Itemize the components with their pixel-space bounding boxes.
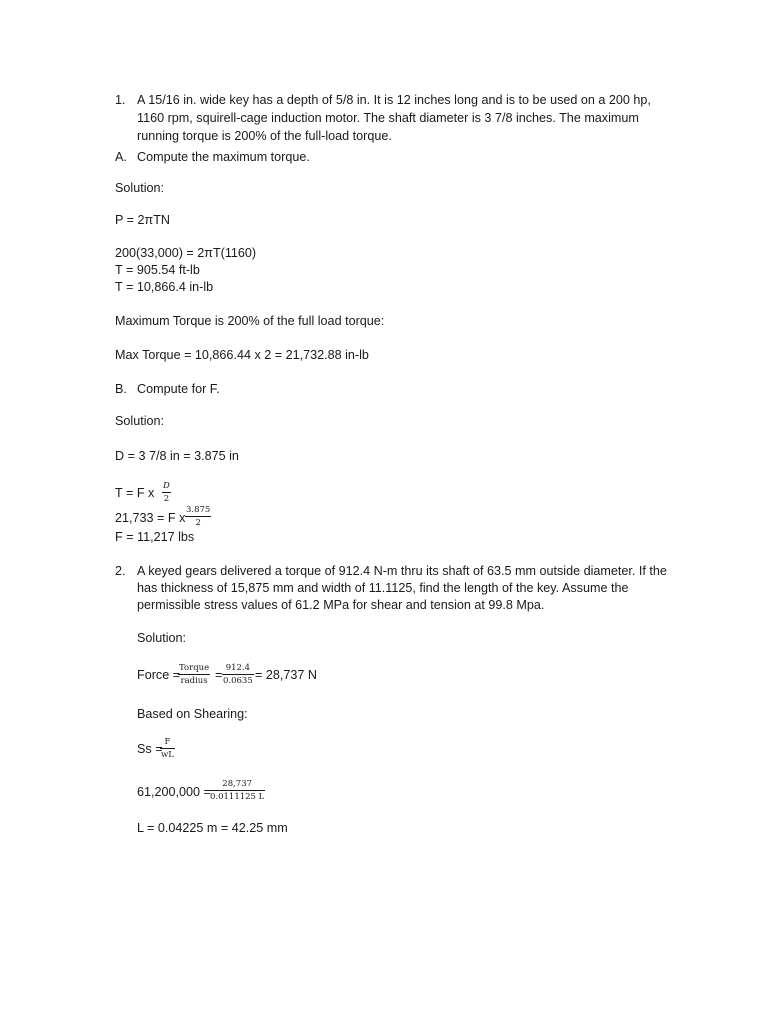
- fraction-numerator: 912.4: [225, 663, 251, 673]
- max-torque-equation: Max Torque = 10,866.44 x 2 = 21,732.88 in-lb: [115, 348, 369, 362]
- part-a-label: A.: [115, 150, 127, 164]
- force-lhs: Force =: [137, 668, 181, 682]
- force-fraction-torque-radius: [178, 663, 210, 686]
- part-b-label: B.: [115, 382, 127, 396]
- solution-label-2: Solution:: [137, 631, 187, 645]
- fraction-numerator: 28,737: [222, 779, 253, 789]
- part-b-text: Compute for F.: [137, 382, 220, 396]
- solution-label-b: Solution:: [115, 414, 165, 428]
- fraction-numerator: D: [163, 481, 170, 491]
- force-fraction-values: [222, 663, 254, 686]
- torque-ftlb: T = 905.54 ft-lb: [115, 263, 200, 277]
- torque-inlb: T = 10,866.4 in-lb: [115, 280, 214, 294]
- problem-1-line-2: 1160 rpm, squirell-cage induction motor. The shaft diameter is 3 7/8 inches. The maximum: [137, 111, 639, 125]
- shear-stress-fraction: [160, 737, 175, 760]
- diameter-equation: D = 3 7/8 in = 3.875 in: [115, 449, 239, 463]
- fraction-numerator: F: [164, 737, 171, 747]
- fraction-denominator: 0.0635: [223, 676, 253, 686]
- problem-2-line-2: has thickness of 15,875 mm and width of 11.1125, find the length of the key. Assume the: [137, 581, 629, 595]
- force-equals: =: [215, 668, 223, 682]
- fraction-numerator: Torque: [179, 663, 210, 673]
- fraction-bar: [185, 516, 211, 517]
- fraction-numerator: 3.875: [186, 505, 211, 515]
- shear-value-lhs: 61,200,000 =: [137, 785, 211, 799]
- fraction-denominator: wL: [161, 750, 174, 760]
- solution-label-a: Solution:: [115, 181, 165, 195]
- fraction-bar: [160, 748, 175, 749]
- fraction-bar: [222, 674, 254, 675]
- fraction-denominator: radius: [180, 676, 208, 686]
- problem-1-line-1: A 15/16 in. wide key has a depth of 5/8 in. It is 12 inches long and is to be used on a 200 hp,: [137, 93, 651, 107]
- torque-formula-lhs: T = F x: [115, 486, 155, 500]
- problem-2-line-1: A keyed gears delivered a torque of 912.4 N-m thru its shaft of 63.5 mm outside diameter. If the: [137, 564, 667, 578]
- force-result: = 28,737 N: [255, 668, 317, 682]
- max-torque-note: Maximum Torque is 200% of the full load torque:: [115, 314, 385, 328]
- shear-value-fraction: [209, 779, 265, 802]
- problem-2-line-3: permissible stress values of 61.2 MPa for shear and tension at 99.8 Mpa.: [137, 598, 545, 612]
- problem-1-line-3: running torque is 200% of the full-load torque.: [137, 129, 392, 143]
- problem-2-number: 2.: [115, 564, 126, 578]
- length-result: L = 0.04225 m = 42.25 mm: [137, 821, 288, 835]
- shearing-label: Based on Shearing:: [137, 707, 248, 721]
- shear-stress-lhs: Ss =: [137, 742, 163, 756]
- fraction-bar: [162, 492, 171, 493]
- force-substitution-fraction: [185, 505, 211, 528]
- part-a-text: Compute the maximum torque.: [137, 150, 310, 164]
- force-result: F = 11,217 lbs: [115, 530, 195, 544]
- problem-1-number: 1.: [115, 93, 126, 107]
- power-equation: P = 2πTN: [115, 213, 171, 227]
- fraction-bar: [178, 674, 210, 675]
- fraction-bar: [209, 790, 265, 791]
- fraction-denominator: 0.0111125 L: [210, 792, 265, 802]
- fraction-denominator: 2: [163, 494, 170, 504]
- substitution-equation: 200(33,000) = 2πT(1160): [115, 246, 257, 260]
- torque-formula-fraction: [162, 481, 171, 504]
- force-substitution-lhs: 21,733 = F x: [115, 511, 186, 525]
- fraction-denominator: 2: [195, 518, 201, 528]
